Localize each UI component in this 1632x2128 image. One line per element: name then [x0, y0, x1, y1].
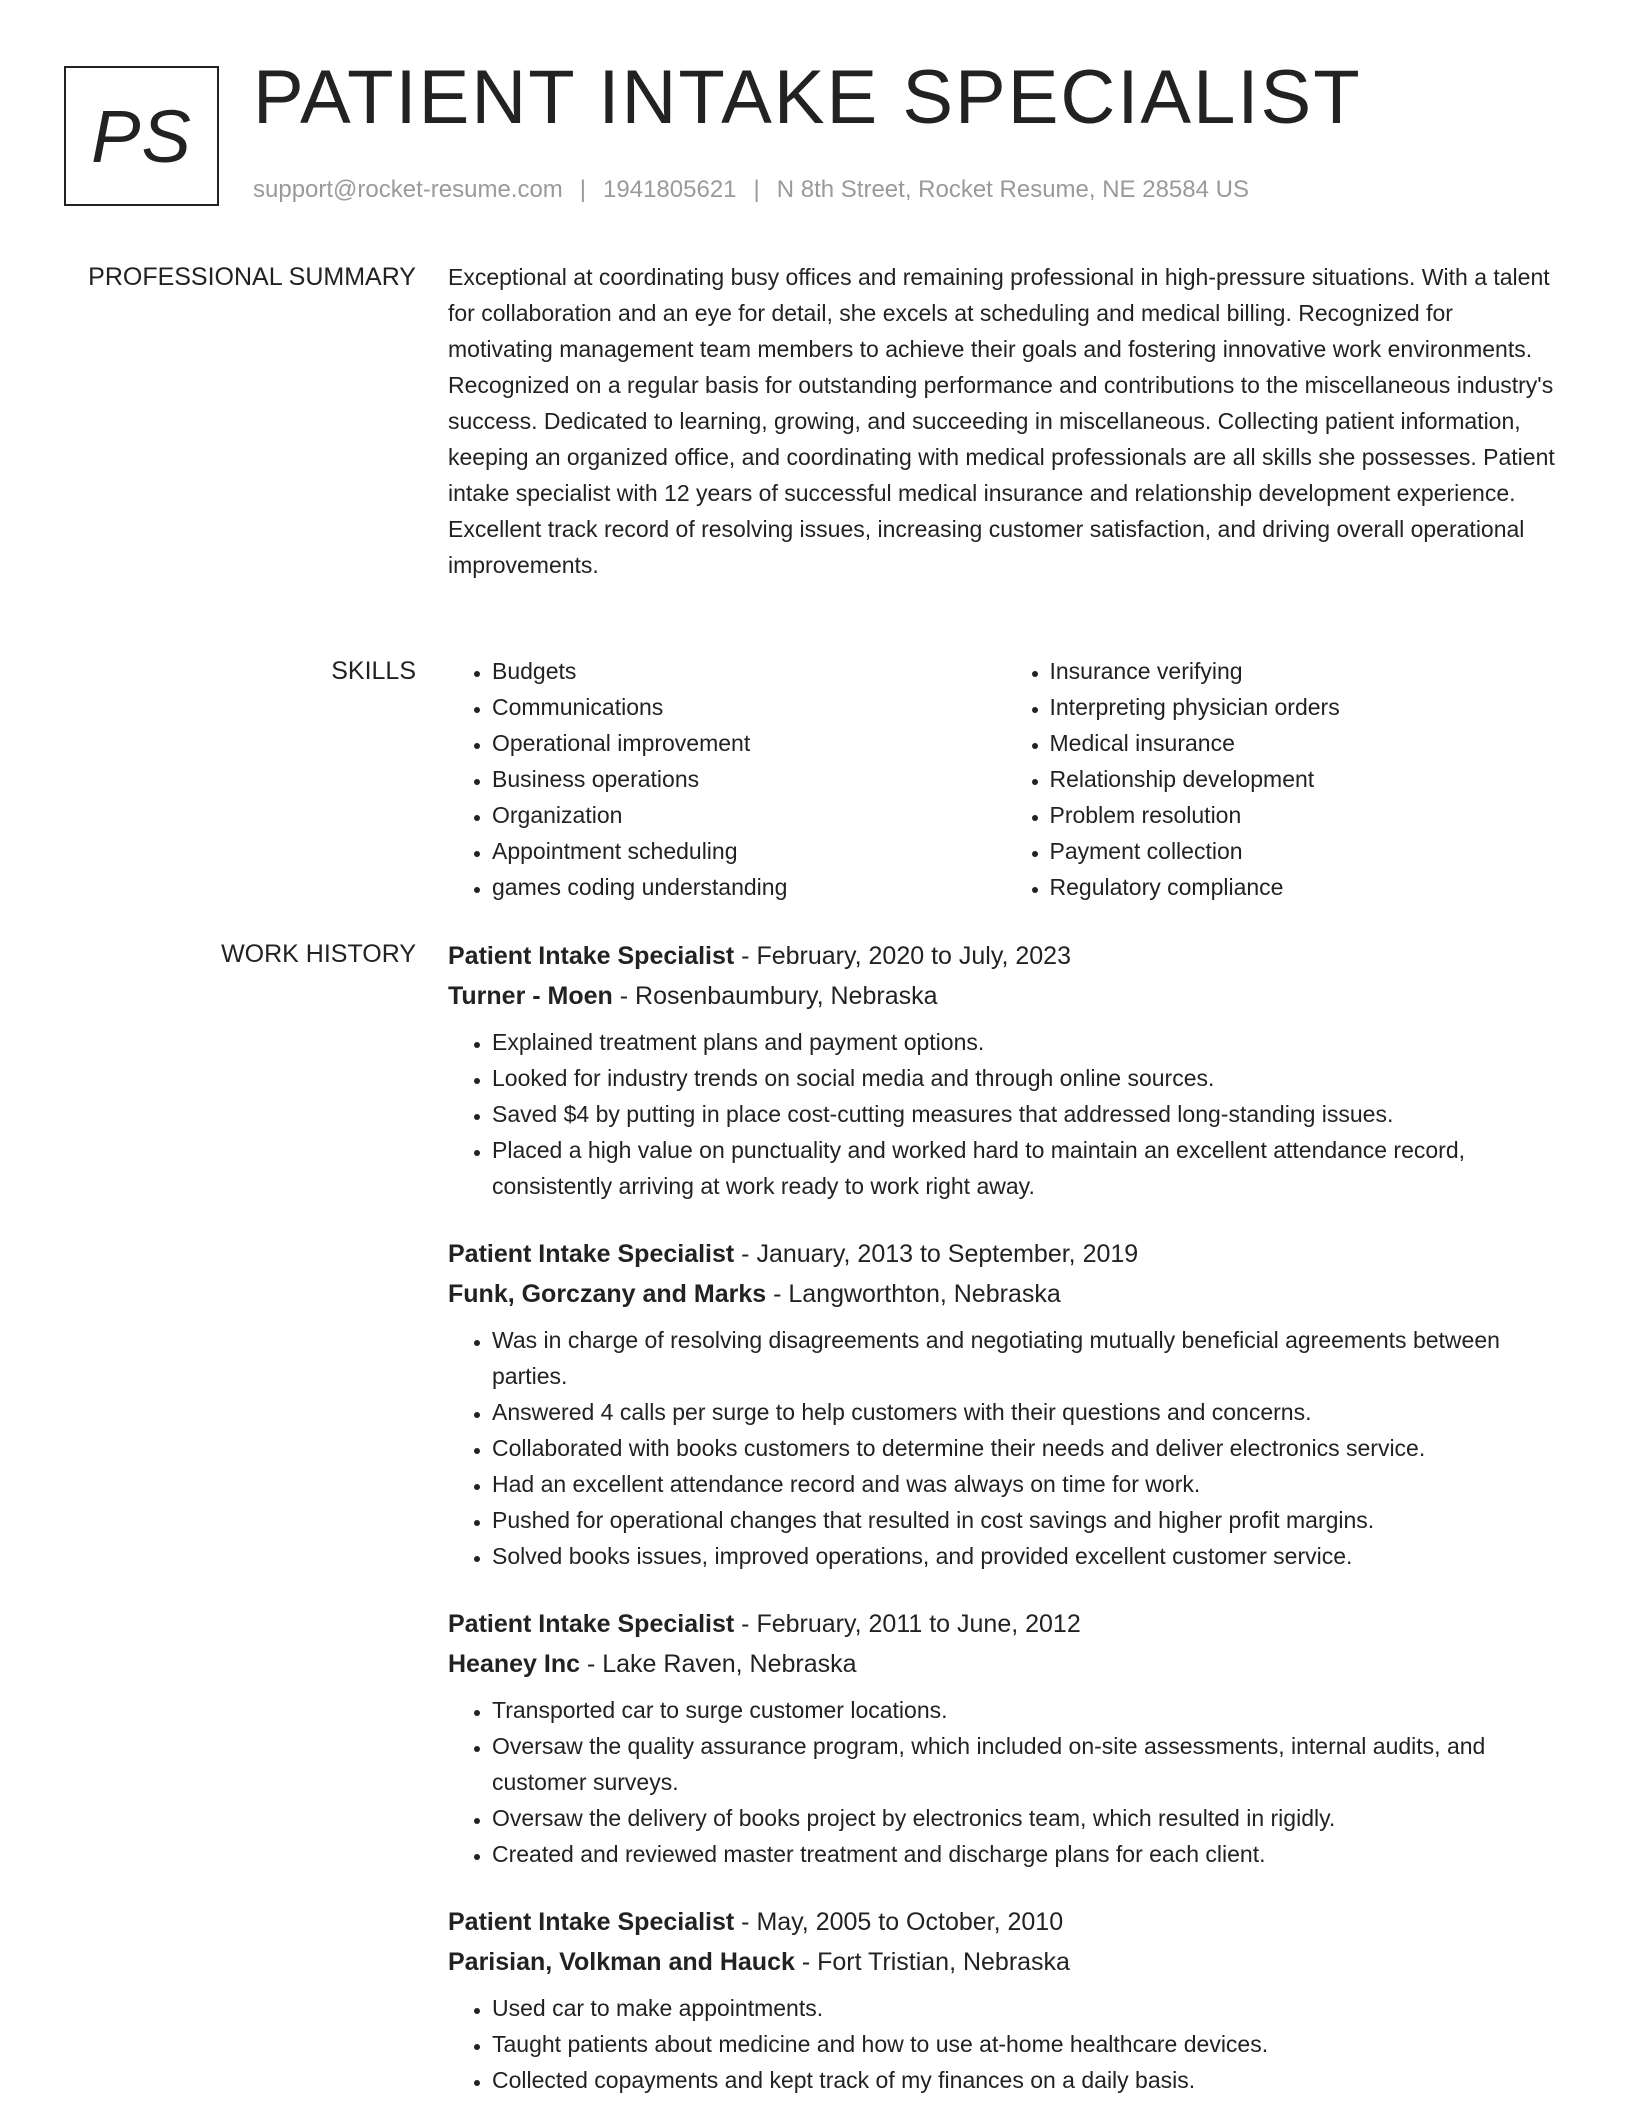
contact-line	[253, 176, 1249, 204]
job-location: Lake Raven, Nebraska	[602, 1650, 857, 1678]
skill-item: • Relationship development	[1050, 761, 1564, 797]
skills-list-left	[448, 653, 1006, 905]
job-bullet: • Answered 4 calls per surge to help customers with their questions and concerns.	[492, 1394, 1563, 1430]
dash: -	[734, 1908, 757, 1936]
job-bullet: • Used car to make appointments.	[492, 1990, 1563, 2026]
job-company: Parisian, Volkman and Hauck	[448, 1948, 795, 1976]
job-bullets	[448, 1024, 1563, 1204]
job-company: Funk, Gorczany and Marks	[448, 1280, 767, 1308]
job-bullet: • Pushed for operational changes that resulted in cost savings and higher profit margins.	[492, 1502, 1563, 1538]
skill-item: • Operational improvement	[492, 725, 1006, 761]
job-entry	[448, 1902, 1563, 2098]
dash: -	[580, 1650, 603, 1678]
skill-item: • Organization	[492, 797, 1006, 833]
job-location: Langworthton, Nebraska	[788, 1280, 1061, 1308]
job-bullet: • Had an excellent attendance record and was always on time for work.	[492, 1466, 1563, 1502]
skill-item: • Regulatory compliance	[1050, 869, 1564, 905]
job-bullets	[448, 1692, 1563, 1872]
dash: -	[794, 1948, 818, 1976]
job-bullet: • Saved $4 by putting in place cost-cutting measures that addressed long-standing issues.	[492, 1096, 1563, 1132]
job-location: Fort Tristian, Nebraska	[817, 1948, 1070, 1976]
dash: -	[734, 1240, 757, 1268]
dash: -	[734, 942, 757, 970]
email-text: support@rocket-resume.com	[253, 176, 563, 203]
job-bullet: • Created and reviewed master treatment and discharge plans for each client.	[492, 1836, 1563, 1872]
skill-item: • Communications	[492, 689, 1006, 725]
job-bullet: • Oversaw the quality assurance program, which included on-site assessments, internal audits, and customer surveys.	[492, 1728, 1563, 1800]
monogram-logo: PS	[64, 66, 219, 206]
job-title: Patient Intake Specialist	[448, 942, 735, 970]
job-bullets	[448, 1322, 1563, 1574]
dash: -	[734, 1610, 757, 1638]
skill-item: • Appointment scheduling	[492, 833, 1006, 869]
job-bullet: • Taught patients about medicine and how to use at-home healthcare devices.	[492, 2026, 1563, 2062]
job-title: Patient Intake Specialist	[448, 1240, 735, 1268]
job-bullet: • Oversaw the delivery of books project by electronics team, which resulted in rigidly.	[492, 1800, 1563, 1836]
job-bullet: • Collected copayments and kept track of my finances on a daily basis.	[492, 2062, 1563, 2098]
job-title: Patient Intake Specialist	[448, 1908, 735, 1936]
skill-item: • Problem resolution	[1050, 797, 1564, 833]
job-bullet: • Transported car to surge customer locations.	[492, 1692, 1563, 1728]
job-dates: January, 2013 to September, 2019	[756, 1240, 1139, 1268]
job-bullets	[448, 1990, 1563, 2098]
job-bullet: • Was in charge of resolving disagreements and negotiating mutually beneficial agreements between parties.	[492, 1322, 1563, 1394]
summary-text: Exceptional at coordinating busy offices and remaining professional in high-pressure situations. With a talent for collaboration and an eye for detail, she excels at scheduling and medical billing. Recognized for motivating management team members to achieve their goals and fostering innovative work environments. Recognized on a regular basis for outstanding performance and contributions to the miscellaneous industry's success. Dedicated to learning, growing, and succeeding in miscellaneous. Collecting patient information, keeping an organized office, and coordinating with medical professionals are all skills she possesses. Patient intake specialist with 12 years of successful medical insurance and relationship development experience. Excellent track record of resolving issues, increasing customer satisfaction, and driving overall operational improvements.	[448, 264, 1555, 578]
page-title: PATIENT INTAKE SPECIALIST	[253, 55, 1362, 140]
skill-item: • Medical insurance	[1050, 725, 1564, 761]
skill-item: • Insurance verifying	[1050, 653, 1564, 689]
job-title: Patient Intake Specialist	[448, 1610, 735, 1638]
skills-heading: SKILLS	[331, 657, 416, 685]
job-bullet: • Looked for industry trends on social media and through online sources.	[492, 1060, 1563, 1096]
job-entry	[448, 1604, 1563, 1872]
job-bullet: • Placed a high value on punctuality and worked hard to maintain an excellent attendance record, consistently arriving at work ready to work right away.	[492, 1132, 1563, 1204]
address-text: N 8th Street, Rocket Resume, NE 28584 US	[776, 176, 1249, 203]
dash: -	[612, 982, 636, 1010]
job-entry	[448, 936, 1563, 1204]
summary-heading: PROFESSIONAL SUMMARY	[88, 263, 416, 291]
job-company: Turner - Moen	[448, 982, 613, 1010]
job-bullet: • Collaborated with books customers to determine their needs and deliver electronics service.	[492, 1430, 1563, 1466]
job-dates: February, 2020 to July, 2023	[756, 942, 1071, 970]
skill-item: • Payment collection	[1050, 833, 1564, 869]
skill-item: • games coding understanding	[492, 869, 1006, 905]
job-bullet: • Solved books issues, improved operations, and provided excellent customer service.	[492, 1538, 1563, 1574]
contact-separator: |	[579, 176, 587, 203]
contact-separator: |	[753, 176, 760, 203]
job-location: Rosenbaumbury, Nebraska	[635, 982, 938, 1010]
job-entry	[448, 1234, 1563, 1574]
phone-text: 1941805621	[603, 176, 737, 203]
skills-list-right	[1006, 653, 1564, 905]
skill-item: • Business operations	[492, 761, 1006, 797]
skill-item: • Budgets	[492, 653, 1006, 689]
job-bullet: • Explained treatment plans and payment options.	[492, 1024, 1563, 1060]
work-history-heading: WORK HISTORY	[221, 940, 416, 968]
job-dates: February, 2011 to June, 2012	[756, 1610, 1081, 1638]
job-dates: May, 2005 to October, 2010	[756, 1908, 1064, 1936]
dash: -	[766, 1280, 789, 1308]
job-company: Heaney Inc	[448, 1650, 581, 1678]
skill-item: • Interpreting physician orders	[1050, 689, 1564, 725]
